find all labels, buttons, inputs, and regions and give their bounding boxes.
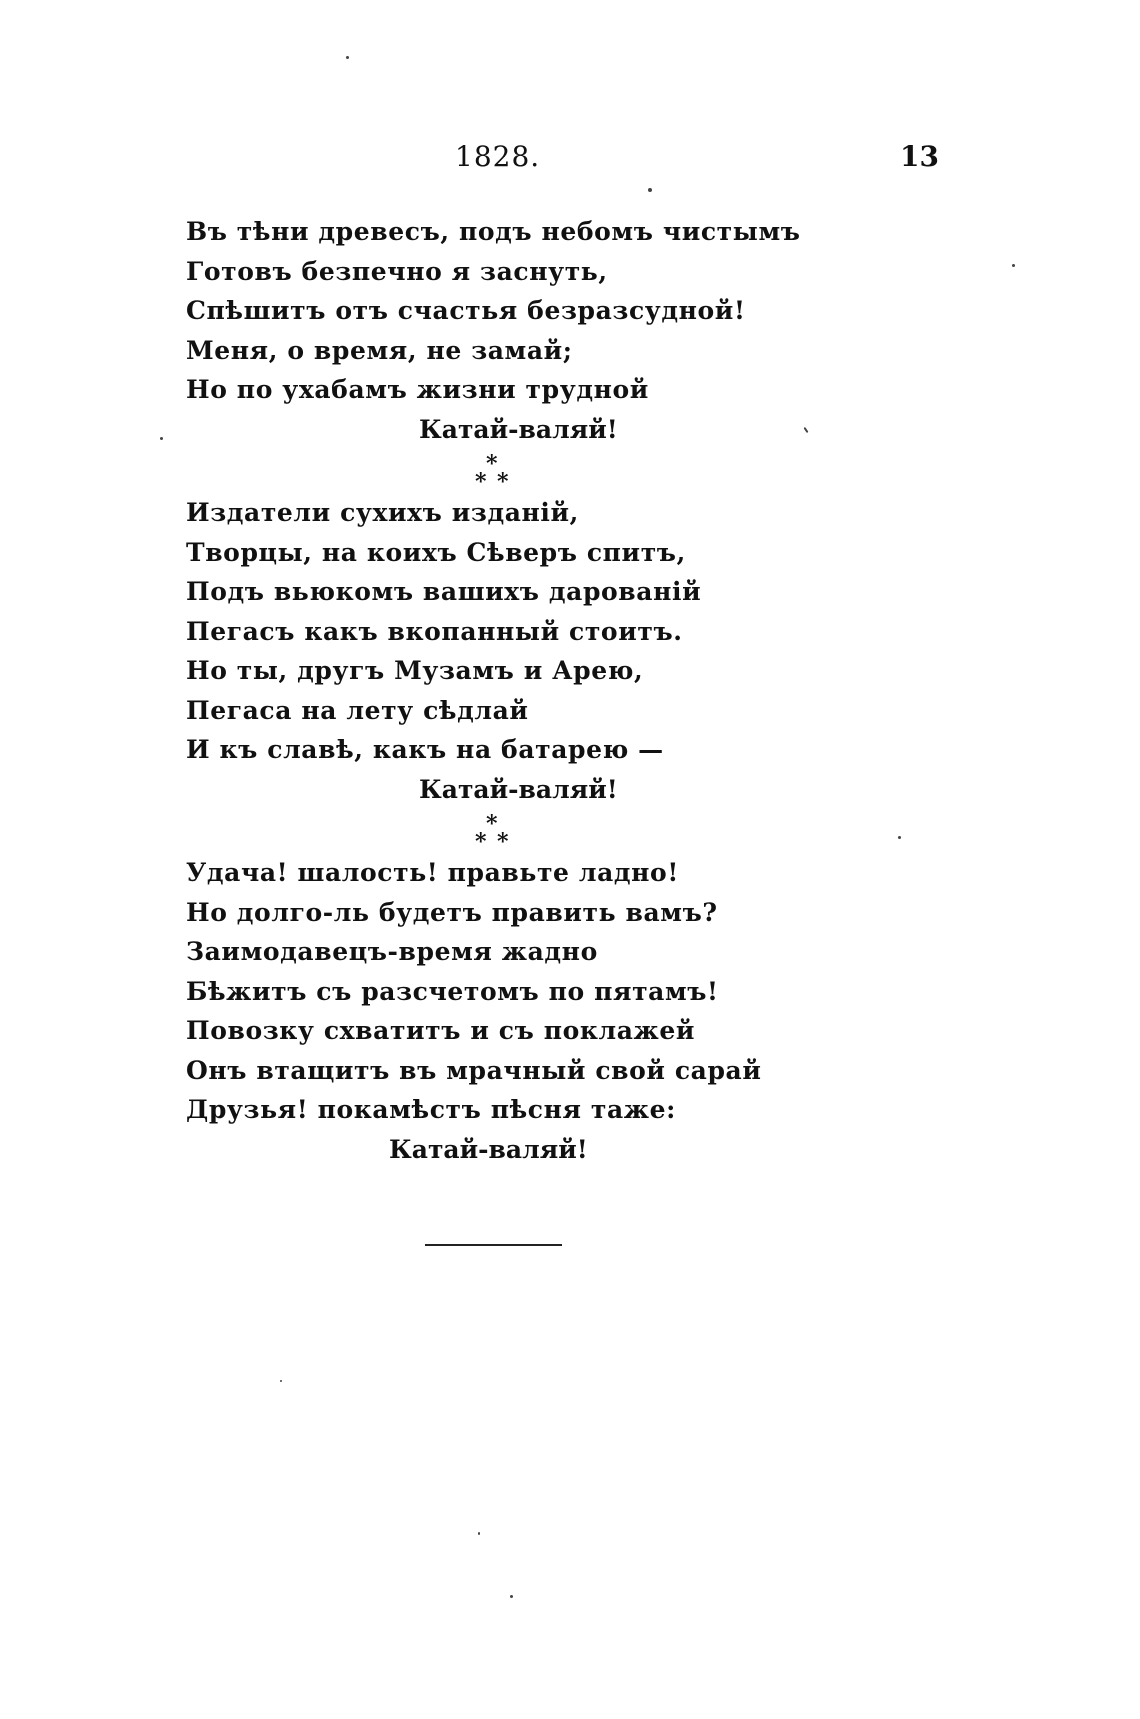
scan-speck [160, 437, 163, 440]
verse-line: Спѣшитъ отъ счастья безразсудной! [186, 296, 746, 325]
verse-line: Въ тѣни древесъ, подъ небомъ чистымъ [186, 217, 801, 246]
scan-speck [478, 1532, 480, 1535]
scan-speck [1012, 264, 1015, 267]
refrain-line: Катай-валяй! [389, 1134, 588, 1164]
scan-speck [898, 836, 901, 839]
verse-line: Меня, о время, не замай; [186, 335, 573, 365]
asterisk: * [486, 811, 498, 837]
verse-line: Готовъ безпечно я заснуть, [186, 256, 608, 286]
verse-line: Друзья! покамѣстъ пѣсня таже: [186, 1095, 676, 1124]
running-head-year: 1828. [455, 140, 541, 173]
verse-line: Подъ вьюкомъ вашихъ дарованій [186, 577, 702, 606]
refrain-line: Катай-валяй! [419, 414, 618, 444]
asterism-divider [469, 809, 529, 853]
verse-line: Онъ втащитъ въ мрачный свой сарай [186, 1055, 762, 1085]
stanza-2 [186, 493, 886, 809]
verse-line: Удача! шалость! правьте ладно! [186, 858, 679, 887]
scan-speck [280, 1380, 282, 1382]
stanza-1 [186, 212, 886, 449]
asterisk: * [486, 451, 498, 477]
scan-speck [510, 1595, 513, 1598]
verse-line: Но долго-ль будетъ править вамъ? [186, 897, 718, 927]
verse-line: Но ты, другъ Музамъ и Арею, [186, 656, 644, 685]
verse-line: И къ славѣ, какъ на батарею — [186, 735, 664, 764]
asterisk: * [475, 469, 487, 495]
scan-speck [648, 188, 652, 192]
verse-line: Пегасъ какъ вкопанный стоитъ. [186, 616, 683, 646]
scan-speck [346, 56, 349, 59]
poem-body [186, 212, 886, 1169]
verse-line: Издатели сухихъ изданій, [186, 498, 579, 527]
verse-line: Повозку схватитъ и съ поклажей [186, 1016, 696, 1045]
verse-line: Творцы, на коихъ Сѣверъ спитъ, [186, 537, 686, 567]
verse-line: Бѣжитъ съ разсчетомъ по пятамъ! [186, 976, 719, 1006]
end-rule [425, 1244, 562, 1246]
stanza-3 [186, 853, 886, 1169]
refrain-line: Катай-валяй! [419, 774, 618, 804]
verse-line: Но по ухабамъ жизни трудной [186, 375, 649, 404]
asterisk: * [497, 469, 509, 495]
verse-line: Пегаса на лету сѣдлай [186, 695, 529, 725]
asterisk: * [475, 829, 487, 855]
asterism-divider [469, 449, 529, 493]
verse-line: Заимодавецъ-время жадно [186, 937, 598, 966]
asterisk: * [497, 829, 509, 855]
page-number: 13 [900, 140, 939, 173]
